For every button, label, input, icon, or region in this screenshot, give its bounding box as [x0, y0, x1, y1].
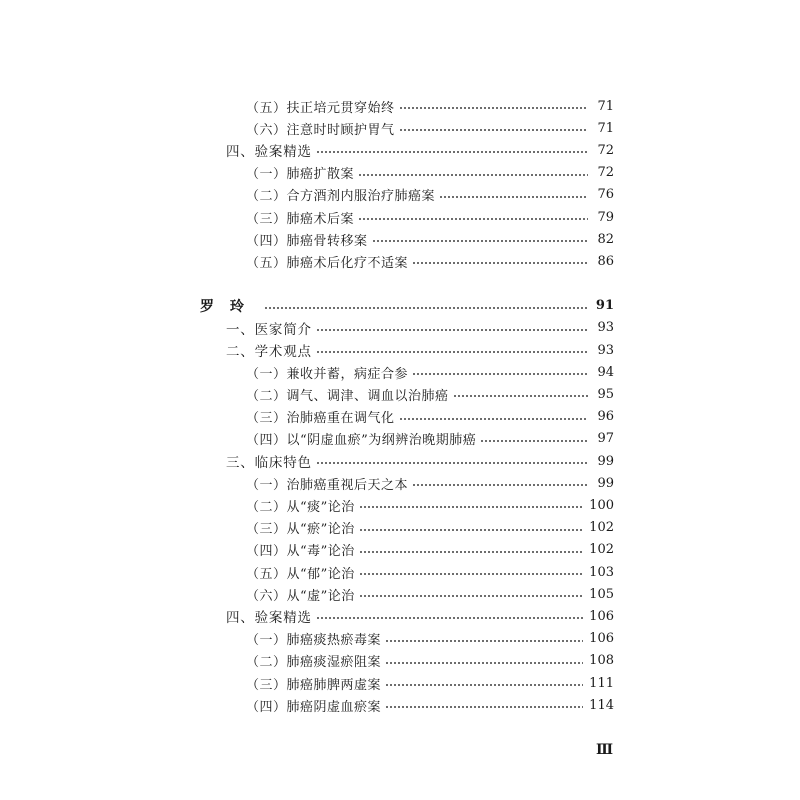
- toc-entry-page-number: 99: [597, 453, 614, 469]
- dot-leader: [359, 595, 583, 597]
- toc-entry-label: （二）肺癌痰湿瘀阻案: [246, 655, 382, 671]
- toc-subsection-entry[interactable]: [246, 673, 614, 693]
- toc-entry-page-number: 106: [589, 631, 614, 647]
- toc-subsection-entry[interactable]: [246, 251, 614, 271]
- dot-leader: [316, 351, 588, 353]
- toc-entry-page-number: 91: [595, 298, 614, 314]
- toc-entry-page-number: 94: [597, 364, 614, 380]
- toc-entry-page-number: 99: [597, 475, 614, 491]
- toc-entry-page-number: 79: [597, 209, 614, 225]
- dot-leader: [453, 395, 588, 397]
- toc-entry-page-number: 82: [597, 231, 614, 247]
- toc-entry-label: （二）调气、调津、调血以治肺癌: [246, 388, 449, 404]
- toc-section-entry[interactable]: [226, 318, 614, 338]
- dot-leader: [399, 418, 588, 420]
- dot-leader: [316, 617, 583, 619]
- toc-entry-page-number: 93: [597, 320, 614, 336]
- dot-leader: [399, 107, 588, 109]
- toc-entry-page-number: 100: [589, 497, 614, 513]
- toc-entry-label: （二）从“痰”论治: [246, 499, 355, 515]
- toc-entry-page-number: 96: [597, 409, 614, 425]
- toc-subsection-entry[interactable]: [246, 118, 614, 138]
- toc-entry-label: （一）兼收并蓄，病症合参: [246, 366, 409, 382]
- toc-entry-label: （一）肺癌扩散案: [246, 167, 355, 183]
- toc-entry-label: （三）治肺癌重在调气化: [246, 411, 395, 427]
- toc-section-entry[interactable]: [226, 340, 614, 360]
- dot-leader: [385, 662, 583, 664]
- toc-subsection-entry[interactable]: [246, 495, 614, 515]
- toc-subsection-entry[interactable]: [246, 207, 614, 227]
- toc-subsection-entry[interactable]: [246, 229, 614, 249]
- toc-entry-page-number: 95: [597, 386, 614, 402]
- toc-subsection-entry[interactable]: [246, 96, 614, 116]
- toc-entry-page-number: 102: [589, 520, 614, 536]
- toc-entry-label: （六）注意时时顾护胃气: [246, 122, 395, 138]
- dot-leader: [316, 329, 588, 331]
- toc-entry-label: 一、医家简介: [226, 321, 312, 338]
- toc-entry-label: （六）从“虚”论治: [246, 588, 355, 604]
- toc-entry-label: （四）从“毒”论治: [246, 544, 355, 560]
- toc-section-entry[interactable]: [226, 140, 614, 160]
- toc-entry-page-number: 72: [597, 165, 614, 181]
- toc-subsection-entry[interactable]: [246, 518, 614, 538]
- dot-leader: [316, 462, 588, 464]
- toc-subsection-entry[interactable]: [246, 584, 614, 604]
- toc-entry-page-number: 72: [597, 142, 614, 158]
- toc-entry-label: （三）肺癌术后案: [246, 211, 355, 227]
- toc-subsection-entry[interactable]: [246, 695, 614, 715]
- toc-subsection-entry[interactable]: [246, 629, 614, 649]
- toc-entry-label: （一）治肺癌重视后天之本: [246, 477, 409, 493]
- dot-leader: [439, 196, 588, 198]
- toc-subsection-entry[interactable]: [246, 540, 614, 560]
- dot-leader: [412, 262, 588, 264]
- dot-leader: [358, 174, 588, 176]
- toc-entry-page-number: 103: [589, 564, 614, 580]
- dot-leader: [359, 551, 583, 553]
- toc-entry-page-number: 105: [589, 586, 614, 602]
- dot-leader: [385, 684, 583, 686]
- toc-entry-label: （四）肺癌阴虚血瘀案: [246, 699, 382, 715]
- page-number-footer: Ⅲ: [596, 742, 614, 758]
- toc-entry-label: 四、验案精选: [226, 610, 312, 627]
- dot-leader: [372, 240, 588, 242]
- dot-leader: [385, 706, 583, 708]
- toc-entry-label: 三、临床特色: [226, 455, 312, 471]
- toc-entry-page-number: 108: [589, 653, 614, 669]
- dot-leader: [358, 218, 588, 220]
- toc-entry-page-number: 71: [597, 120, 614, 136]
- toc-entry-label: （二）合方酒剂内服治疗肺癌案: [246, 189, 436, 205]
- toc-entry-page-number: 102: [589, 542, 614, 558]
- toc-section-entry[interactable]: [226, 606, 614, 626]
- dot-leader: [316, 151, 588, 153]
- toc-subsection-entry[interactable]: [246, 362, 614, 382]
- toc-subsection-entry[interactable]: [246, 185, 614, 205]
- toc-entry-label: （五）扶正培元贯穿始终: [246, 100, 395, 116]
- dot-leader: [480, 440, 588, 442]
- toc-entry-label: （三）肺癌肺脾两虚案: [246, 677, 382, 693]
- toc-subsection-entry[interactable]: [246, 473, 614, 493]
- toc-entry-page-number: 114: [589, 697, 614, 713]
- toc-entry-label: （五）从“郁”论治: [246, 566, 355, 582]
- dot-leader: [359, 573, 583, 575]
- toc-entry-page-number: 71: [597, 98, 614, 114]
- toc-subsection-entry[interactable]: [246, 562, 614, 582]
- toc-entry-label: 四、验案精选: [226, 144, 312, 161]
- dot-leader: [385, 640, 583, 642]
- dot-leader: [264, 307, 588, 309]
- toc-entry-label: 罗玲: [200, 298, 260, 315]
- toc-entry-label: （四）肺癌骨转移案: [246, 233, 368, 249]
- toc-entry-page-number: 97: [597, 431, 614, 447]
- toc-entry-page-number: 93: [597, 342, 614, 358]
- dot-leader: [412, 373, 588, 375]
- toc-subsection-entry[interactable]: [246, 651, 614, 671]
- dot-leader: [359, 506, 583, 508]
- toc-subsection-entry[interactable]: [246, 407, 614, 427]
- toc-entry-page-number: 111: [589, 675, 614, 691]
- toc-section-entry[interactable]: [226, 451, 614, 471]
- toc-subsection-entry[interactable]: [246, 163, 614, 183]
- toc-entry-label: （三）从“瘀”论治: [246, 522, 355, 538]
- toc-entry-page-number: 76: [597, 187, 614, 203]
- toc-entry-label: （一）肺癌痰热瘀毒案: [246, 633, 382, 649]
- toc-chapter-entry[interactable]: [200, 296, 614, 316]
- toc-entry-label: 二、学术观点: [226, 344, 312, 360]
- toc-subsection-entry[interactable]: [246, 384, 614, 404]
- toc-entry-page-number: 106: [589, 608, 614, 624]
- toc-entry-label: （四）以“阴虚血瘀”为纲辨治晚期肺癌: [246, 433, 477, 449]
- toc-entry-label: （五）肺癌术后化疗不适案: [246, 255, 409, 271]
- dot-leader: [399, 129, 588, 131]
- dot-leader: [412, 484, 588, 486]
- dot-leader: [359, 529, 583, 531]
- toc-subsection-entry[interactable]: [246, 429, 614, 449]
- toc-entry-page-number: 86: [597, 253, 614, 269]
